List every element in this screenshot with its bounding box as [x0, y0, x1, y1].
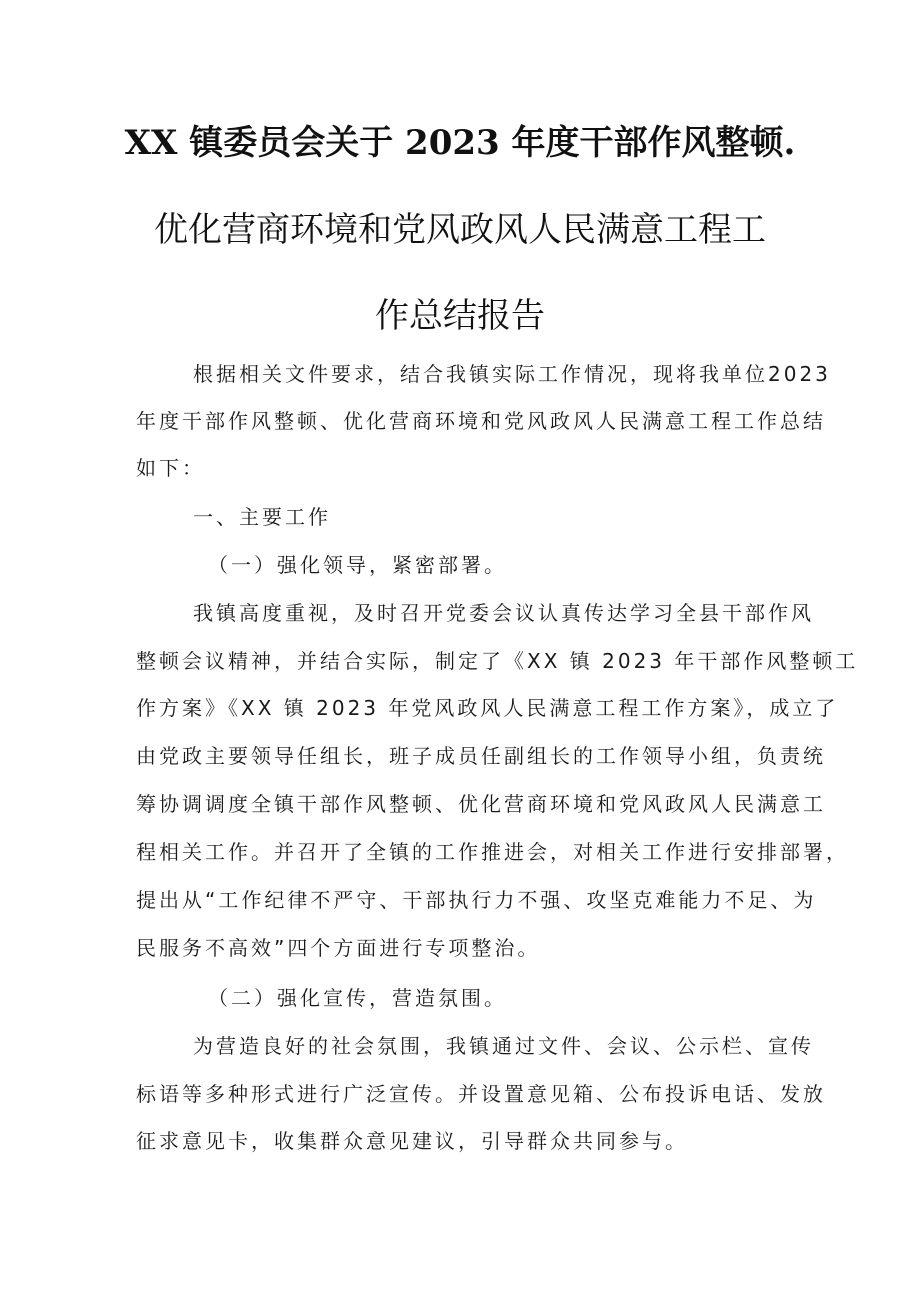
document-title-line-2: 优化营商环境和党风政风人民满意工程工 — [154, 210, 766, 250]
sub1-line-8: 民服务不高效”四个方面进行专项整治。 — [136, 936, 541, 960]
intro-line-1: 根据相关文件要求，结合我镇实际工作情况，现将我单位2023 — [193, 362, 831, 386]
intro-line-3: 如下： — [136, 456, 205, 480]
sub1-line-5: 筹协调调度全镇干部作风整顿、优化营商环境和党风政风人民满意工 — [136, 792, 826, 816]
sub2-line-2: 标语等多种形式进行广泛宣传。并设置意见箱、公布投诉电话、发放 — [136, 1082, 826, 1106]
document-title-line-3: 作总结报告 — [375, 296, 545, 336]
sub2-line-3: 征求意见卡，收集群众意见建议，引导群众共同参与。 — [136, 1129, 688, 1153]
subsection-heading-2: （二）强化宣传，营造氛围。 — [208, 986, 507, 1010]
section-heading-main-work: 一、主要工作 — [193, 505, 331, 529]
sub1-line-3: 作方案》《XX 镇 2023 年党风政风人民满意工程工作方案》，成立了 — [136, 696, 839, 720]
document-title-line-1: XX 镇委员会关于 2023 年度干部作风整顿. — [124, 123, 796, 163]
sub2-line-1: 为营造良好的社会氛围，我镇通过文件、会议、公示栏、宣传 — [193, 1034, 814, 1058]
sub1-line-6: 程相关工作。并召开了全镇的工作推进会，对相关工作进行安排部署， — [136, 840, 849, 864]
sub1-line-1: 我镇高度重视，及时召开党委会议认真传达学习全县干部作风 — [193, 601, 814, 625]
sub1-line-2: 整顿会议精神，并结合实际，制定了《XX 镇 2023 年干部作风整顿工 — [136, 649, 859, 673]
sub1-line-4: 由党政主要领导任组长，班子成员任副组长的工作领导小组，负责统 — [136, 744, 826, 768]
intro-line-2: 年度干部作风整顿、优化营商环境和党风政风人民满意工程工作总结 — [136, 409, 826, 433]
subsection-heading-1: （一）强化领导，紧密部署。 — [208, 553, 507, 577]
sub1-line-7: 提出从“工作纪律不严守、干部执行力不强、攻坚克难能力不足、为 — [136, 888, 817, 912]
